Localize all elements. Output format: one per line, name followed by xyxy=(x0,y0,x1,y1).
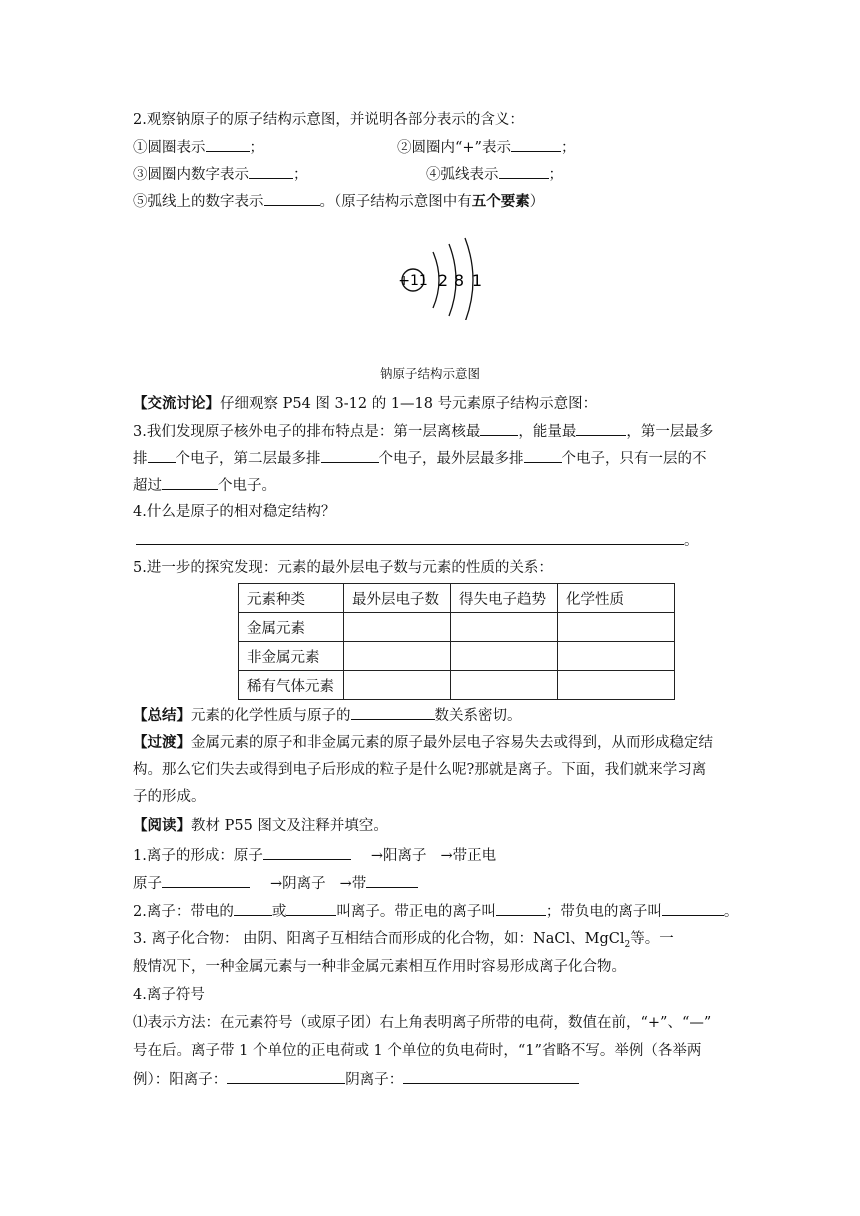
table-cell[interactable] xyxy=(451,613,558,642)
table-cell[interactable] xyxy=(451,642,558,671)
blank[interactable] xyxy=(206,137,250,152)
row-label: 非金属元素 xyxy=(239,642,344,671)
transition-line1: 【过渡】金属元素的原子和非金属元素的原子最外层电子容易失去或得到，从而形成稳定结 xyxy=(133,734,713,751)
diagram-caption: 钠原子结构示意图 xyxy=(379,366,480,381)
ion-symbol-line3: 例）：阳离子： 阴离子： xyxy=(133,1069,579,1090)
blank[interactable] xyxy=(162,873,250,888)
blank[interactable] xyxy=(524,448,562,463)
table-row xyxy=(239,613,675,642)
discussion: 【交流讨论】仔细观察 P54 图 3-12 的 1—18 号元素原子结构示意图： xyxy=(133,395,598,412)
emphasis: 五个要素 xyxy=(471,193,530,210)
blank[interactable] xyxy=(263,845,351,860)
ionic-compound-line1: 3. 离子化合物： 由阴、阳离子互相结合而形成的化合物，如：NaCl、MgCl$_2$等。一 xyxy=(133,931,674,950)
blank[interactable] xyxy=(249,164,293,179)
blank[interactable] xyxy=(496,901,546,916)
table-cell[interactable] xyxy=(344,642,451,671)
sodium-atom-diagram xyxy=(393,230,503,320)
q2-item3: ③圆圈内数字表示 ； xyxy=(133,164,308,185)
ionic-compound-line2: 般情况下，一种金属元素与一种非金属元素相互作用时容易形成离子化合物。 xyxy=(133,959,626,975)
row-label: 稀有气体元素 xyxy=(239,671,344,700)
q3-line2: 排 个电子，第二层最多排 个电子，最外层最多排 个电子，只有一层的不 xyxy=(133,448,707,469)
q2-item1: ①圆圈表示 ； xyxy=(133,137,264,158)
blank[interactable] xyxy=(351,705,435,720)
blank[interactable] xyxy=(511,137,561,152)
table-header: 得失电子趋势 xyxy=(451,584,558,613)
blank[interactable] xyxy=(148,448,176,463)
ion-symbol-line1: ⑴表示方法：在元素符号（或原子团）右上角表明离子所带的电荷，数值在前，“+”、“—” xyxy=(133,1015,712,1031)
blank[interactable] xyxy=(403,1069,579,1084)
table-header: 最外层电子数 xyxy=(344,584,451,613)
element-property-table xyxy=(238,583,675,700)
table-cell[interactable] xyxy=(344,613,451,642)
shell-electrons-2: 8 xyxy=(453,271,465,290)
row-label: 金属元素 xyxy=(239,613,344,642)
ion-definition: 2.离子：带电的 或 叫离子。带正电的离子叫 ；带负电的离子叫 。 xyxy=(133,901,738,922)
blank[interactable] xyxy=(499,164,549,179)
ion-formation-line1: 1.离子的形成：原子 →阳离子 →带正电 xyxy=(133,845,496,866)
q2-item5: ⑤弧线上的数字表示 。（原子结构示意图中有五个要素） xyxy=(133,193,545,210)
table-cell[interactable] xyxy=(344,671,451,700)
blank[interactable] xyxy=(321,448,379,463)
blank[interactable] xyxy=(234,901,272,916)
table-cell[interactable] xyxy=(558,613,675,642)
blank[interactable] xyxy=(366,873,418,888)
q2-title: 2.观察钠原子的原子结构示意图，并说明各部分表示的含义： xyxy=(133,112,524,128)
answer-blank[interactable] xyxy=(136,530,684,545)
ion-formation-line2: 原子 →阴离子 →带 xyxy=(133,873,418,894)
table-row xyxy=(239,671,675,700)
blank[interactable] xyxy=(286,901,336,916)
table-cell[interactable] xyxy=(451,671,558,700)
table-header: 元素种类 xyxy=(239,584,344,613)
blank[interactable] xyxy=(480,421,518,436)
ion-symbol-line2: 号在后。离子带 1 个单位的正电荷或 1 个单位的负电荷时，“1”省略不写。举例（各举两 xyxy=(133,1043,702,1059)
blank[interactable] xyxy=(576,421,626,436)
transition-line3: 子的形成。 xyxy=(133,789,206,805)
table-header: 化学性质 xyxy=(558,584,675,613)
shell-electrons-1: 2 xyxy=(437,271,449,290)
transition-line2: 构。那么它们失去或得到电子后形成的粒子是什么呢?那就是离子。下面，我们就来学习离 xyxy=(133,762,707,778)
q4-title: 4.什么是原子的相对稳定结构？ xyxy=(133,504,336,520)
table-row xyxy=(239,642,675,671)
blank[interactable] xyxy=(662,901,724,916)
blank[interactable] xyxy=(162,475,218,490)
q3-line1: 3.我们发现原子核外电子的排布特点是：第一层离核最 ，能量最 ，第一层最多 xyxy=(133,421,713,442)
blank[interactable] xyxy=(227,1069,345,1084)
q3-line3: 超过 个电子。 xyxy=(133,475,276,496)
q4-answer-line: 。 xyxy=(136,530,699,551)
table-cell[interactable] xyxy=(558,642,675,671)
table-header-row xyxy=(239,584,675,613)
q5-title: 5.进一步的探究发现：元素的最外层电子数与元素的性质的关系： xyxy=(133,560,553,576)
reading: 【阅读】教材 P55 图文及注释并填空。 xyxy=(133,817,388,834)
table-cell[interactable] xyxy=(558,671,675,700)
ion-symbol-title: 4.离子符号 xyxy=(133,987,205,1003)
shell-electrons-3: 1 xyxy=(471,271,483,290)
blank[interactable] xyxy=(264,191,320,206)
q2-item2: ②圆圈内“+”表示 ； xyxy=(397,137,575,158)
summary: 【总结】元素的化学性质与原子的 数关系密切。 xyxy=(133,707,522,724)
nucleus-charge: +11 xyxy=(398,273,428,289)
q2-item4: ④弧线表示 ； xyxy=(426,164,563,185)
